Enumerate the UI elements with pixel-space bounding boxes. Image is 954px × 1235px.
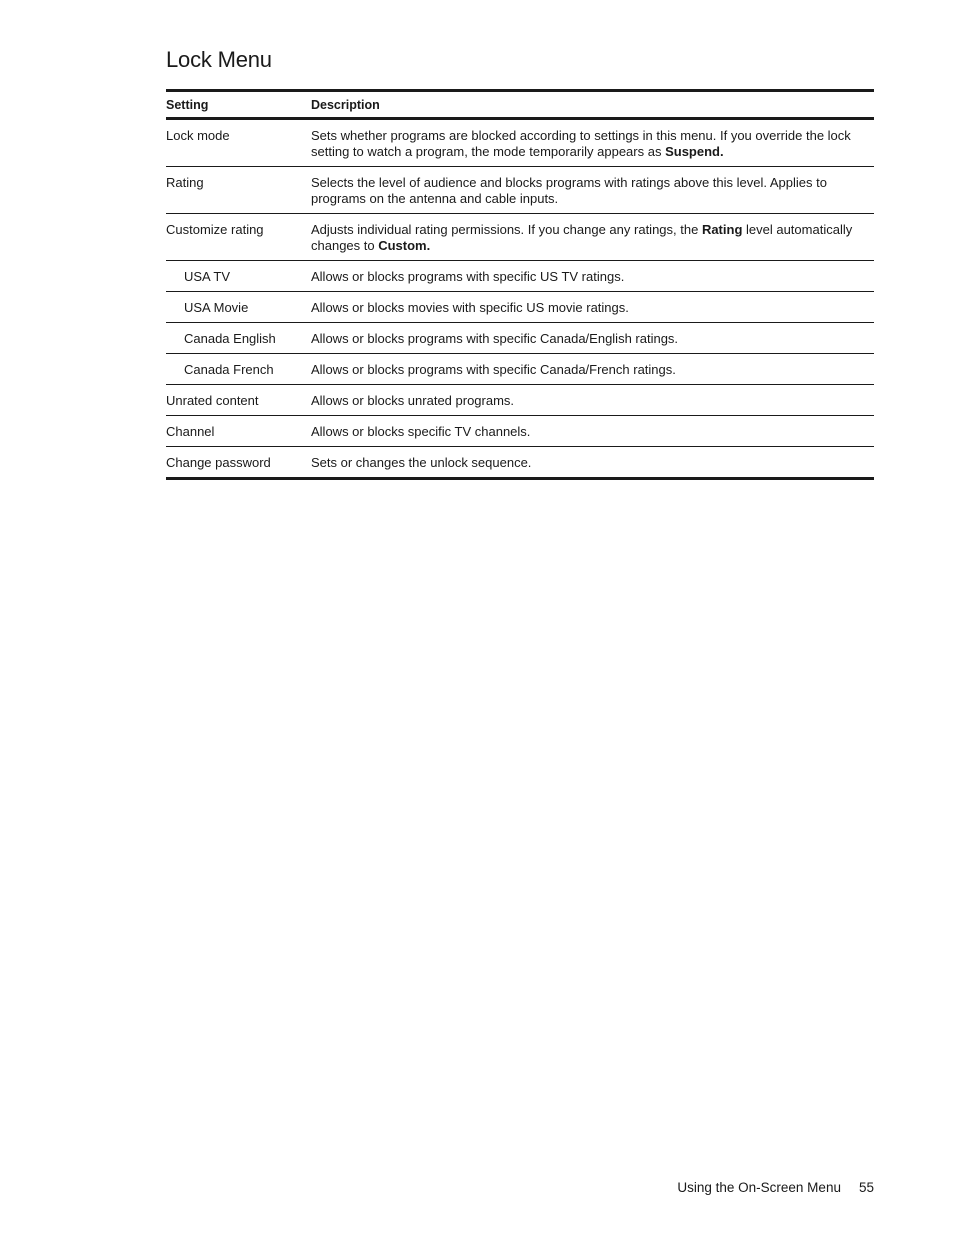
lock-menu-table-container xyxy=(166,89,874,480)
row-setting: Channel xyxy=(166,416,311,447)
row-setting: Change password xyxy=(166,447,311,479)
lock-menu-table xyxy=(166,89,874,480)
description-bold-text: Custom. xyxy=(378,238,431,253)
table-row xyxy=(166,261,874,292)
row-setting: Customize rating xyxy=(166,214,311,261)
page-title: Lock Menu xyxy=(166,47,272,72)
table-row xyxy=(166,447,874,479)
row-description: Allows or blocks programs with specific Canada/English ratings. xyxy=(311,323,874,354)
row-description: Allows or blocks programs with specific US TV ratings. xyxy=(311,261,874,292)
row-setting: Rating xyxy=(166,167,311,214)
row-description: Allows or blocks unrated programs. xyxy=(311,385,874,416)
row-setting: Lock mode xyxy=(166,119,311,167)
description-text: Adjusts individual rating permissions. If you change any ratings, the xyxy=(311,222,702,237)
row-setting: Unrated content xyxy=(166,385,311,416)
page-number: 55 xyxy=(858,1180,874,1195)
row-description: Allows or blocks movies with specific US movie ratings. xyxy=(311,292,874,323)
row-setting xyxy=(166,292,311,323)
table-row xyxy=(166,416,874,447)
page-footer xyxy=(677,1180,874,1195)
sub-setting-label: Canada French xyxy=(184,362,274,377)
description-bold-text: Suspend. xyxy=(665,144,724,159)
table-row xyxy=(166,385,874,416)
sub-setting-label: USA TV xyxy=(184,269,231,284)
row-description: Allows or blocks specific TV channels. xyxy=(311,416,874,447)
description-text: Sets whether programs are blocked according to settings in this menu. If you override the lock setting to watch a program, the mode temporarily appears as xyxy=(311,128,851,159)
sub-setting-label: Canada English xyxy=(184,331,276,346)
row-description: Allows or blocks programs with specific Canada/French ratings. xyxy=(311,354,874,385)
row-description xyxy=(311,119,874,167)
row-description xyxy=(311,167,874,214)
header-setting: Setting xyxy=(166,98,209,112)
header-description: Description xyxy=(311,98,380,112)
description-text: Selects the level of audience and blocks programs with ratings above this level. Applies to programs on the antenna and cable inputs. xyxy=(311,175,827,206)
row-setting xyxy=(166,323,311,354)
description-text: level automatically changes to xyxy=(311,222,853,253)
table-row xyxy=(166,323,874,354)
footer-section-title: Using the On-Screen Menu xyxy=(677,1180,841,1195)
table-row xyxy=(166,214,874,261)
row-setting xyxy=(166,261,311,292)
table-header-row xyxy=(166,91,874,119)
table-row xyxy=(166,167,874,214)
table-row xyxy=(166,354,874,385)
table-row xyxy=(166,292,874,323)
row-description xyxy=(311,214,874,261)
table-row xyxy=(166,119,874,167)
row-description: Sets or changes the unlock sequence. xyxy=(311,447,874,479)
sub-setting-label: USA Movie xyxy=(184,300,249,315)
row-setting xyxy=(166,354,311,385)
description-bold-text: Rating xyxy=(701,222,743,237)
